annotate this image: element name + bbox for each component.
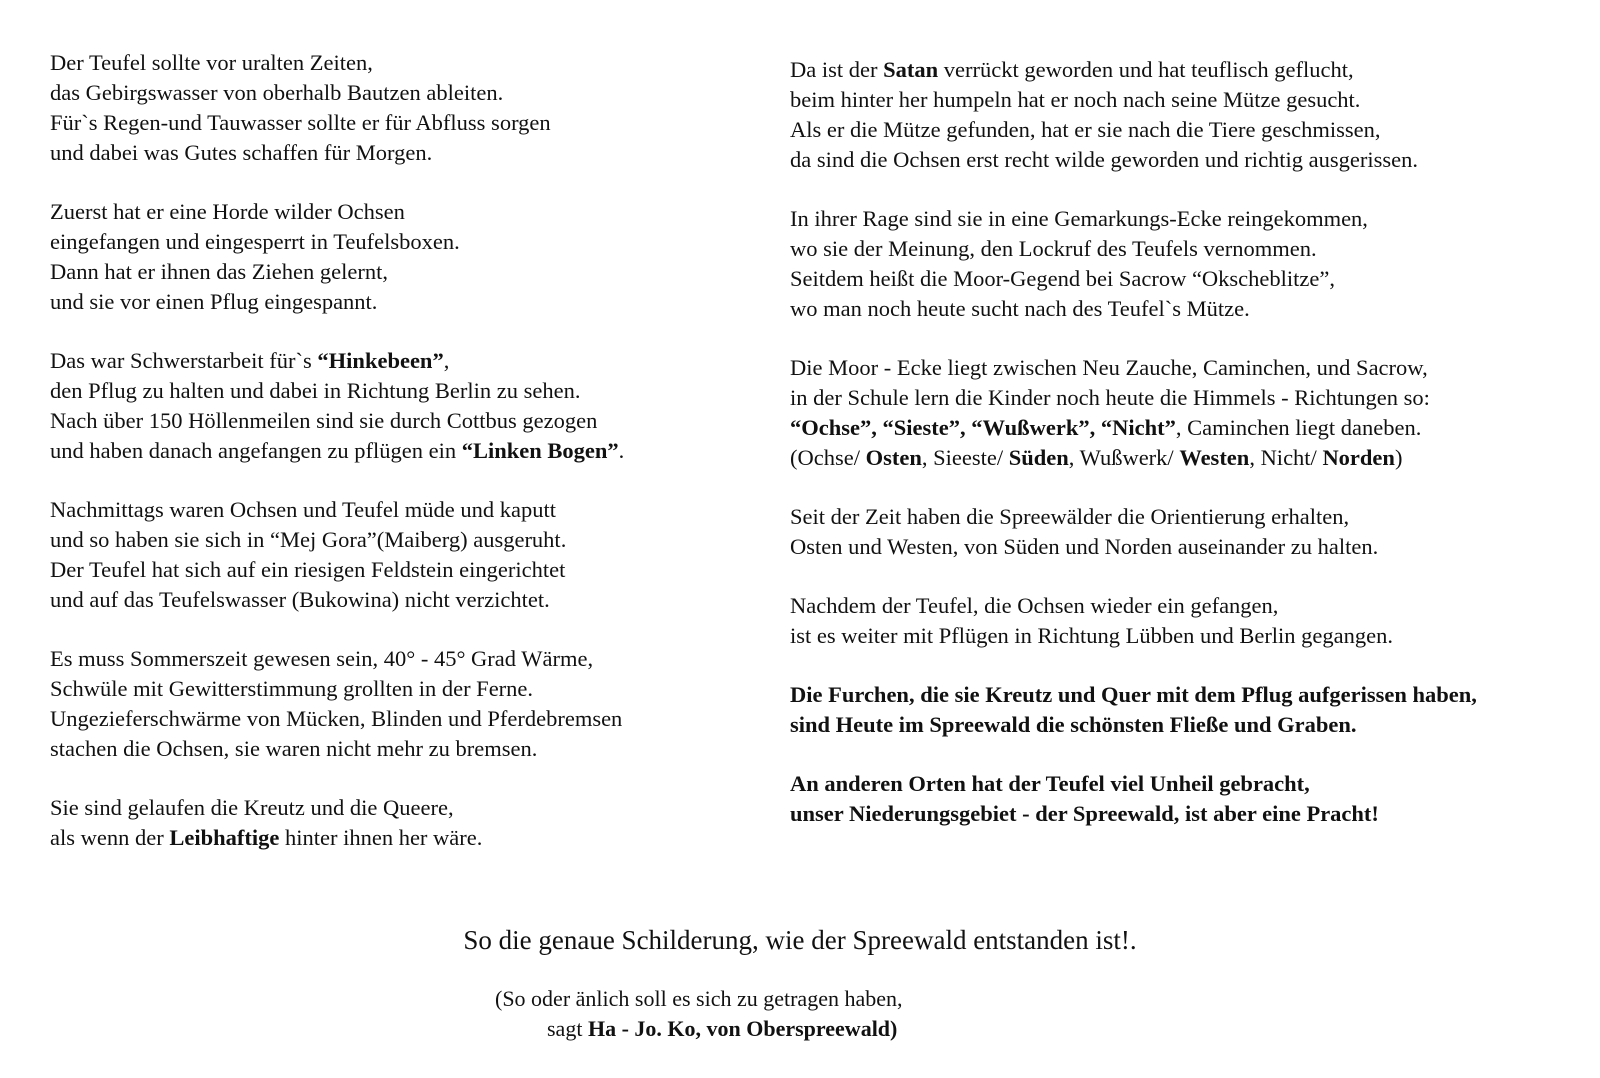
verse-text: Da ist der — [790, 57, 884, 82]
verse-line: und sie vor einen Pflug eingespannt. — [50, 289, 378, 314]
verse-line: Nachmittags waren Ochsen und Teufel müde und kaputt — [50, 497, 556, 522]
stanza — [50, 346, 750, 466]
verse-line — [790, 680, 1590, 710]
verse-line: ist es weiter mit Pflügen in Richtung Lübben und Berlin gegangen. — [790, 623, 1394, 648]
verse-line: Der Teufel hat sich auf ein riesigen Feldstein eingerichtet — [50, 557, 566, 582]
author-note — [495, 984, 902, 1044]
verse-bold-text: An anderen Orten hat der Teufel viel Unheil gebracht, — [790, 771, 1310, 796]
verse-line — [790, 799, 1590, 829]
verse-line: beim hinter her humpeln hat er noch nach seine Mütze gesucht. — [790, 87, 1361, 112]
right-poem-column — [790, 55, 1590, 858]
verse-text: , Caminchen liegt daneben. — [1175, 415, 1422, 440]
verse-bold-text: Satan — [883, 57, 939, 82]
verse-line — [790, 413, 1590, 443]
verse-line: stachen die Ochsen, sie waren nicht mehr zu bremsen. — [50, 736, 538, 761]
verse-line: und auf das Teufelswasser (Bukowina) nicht verzichtet. — [50, 587, 550, 612]
verse-line: In ihrer Rage sind sie in eine Gemarkungs-Ecke reingekommen, — [790, 206, 1368, 231]
verse-text: , Sieeste/ — [921, 445, 1009, 470]
verse-text: ) — [1394, 445, 1403, 470]
verse-line: Als er die Mütze gefunden, hat er sie nach die Tiere geschmissen, — [790, 117, 1381, 142]
verse-text: hinter ihnen her wäre. — [279, 825, 483, 850]
verse-line — [50, 823, 750, 853]
verse-line: eingefangen und eingesperrt in Teufelsboxen. — [50, 229, 460, 254]
verse-line: Seitdem heißt die Moor-Gegend bei Sacrow “Okscheblitze”, — [790, 266, 1335, 291]
stanza — [50, 495, 750, 615]
stanza — [790, 680, 1590, 740]
verse-text: (Ochse/ — [790, 445, 866, 470]
verse-text: , Wußwerk/ — [1068, 445, 1180, 470]
verse-line: in der Schule lern die Kinder noch heute die Himmels - Richtungen so: — [790, 385, 1430, 410]
verse-bold-text: “Hinkebeen” — [317, 348, 444, 373]
verse-text: , Nicht/ — [1249, 445, 1323, 470]
verse-line: Die Moor - Ecke liegt zwischen Neu Zauche, Caminchen, und Sacrow, — [790, 355, 1428, 380]
verse-line: Zuerst hat er eine Horde wilder Ochsen — [50, 199, 405, 224]
verse-bold-text: unser Niederungsgebiet - der Spreewald, ist aber eine Pracht! — [790, 801, 1379, 826]
verse-line — [790, 710, 1590, 740]
verse-line: Sie sind gelaufen die Kreutz und die Queere, — [50, 795, 454, 820]
verse-line: Schwüle mit Gewitterstimmung grollten in der Ferne. — [50, 676, 534, 701]
verse-line: Ungezieferschwärme von Mücken, Blinden und Pferdebremsen — [50, 706, 623, 731]
stanza — [790, 591, 1590, 651]
verse-bold-text: “Linken Bogen” — [461, 438, 619, 463]
stanza — [790, 769, 1590, 829]
verse-line — [790, 769, 1590, 799]
verse-bold-text: Die Furchen, die sie Kreutz und Quer mit dem Pflug aufgerissen haben, — [790, 682, 1477, 707]
verse-line: den Pflug zu halten und dabei in Richtung Berlin zu sehen. — [50, 378, 581, 403]
verse-line: das Gebirgswasser von oberhalb Bautzen ableiten. — [50, 80, 504, 105]
verse-bold-text: Süden — [1008, 445, 1069, 470]
stanza — [50, 644, 750, 764]
stanza — [790, 55, 1590, 175]
author-note-prefix: sagt — [547, 1016, 588, 1041]
verse-bold-text: Westen — [1179, 445, 1250, 470]
verse-line: wo sie der Meinung, den Lockruf des Teufels vernommen. — [790, 236, 1317, 261]
verse-line — [50, 346, 750, 376]
author-signature: Ha - Jo. Ko, von Oberspreewald) — [587, 1016, 898, 1041]
author-note-line-2 — [495, 1014, 902, 1044]
verse-bold-text: Leibhaftige — [169, 825, 280, 850]
verse-line: und dabei was Gutes schaffen für Morgen. — [50, 140, 433, 165]
stanza — [50, 197, 750, 317]
verse-bold-text: Osten — [865, 445, 922, 470]
verse-line: und so haben sie sich in “Mej Gora”(Maiberg) ausgeruht. — [50, 527, 567, 552]
verse-line — [790, 55, 1590, 85]
verse-line: da sind die Ochsen erst recht wilde geworden und richtig ausgerissen. — [790, 147, 1418, 172]
verse-line: Es muss Sommerszeit gewesen sein, 40° - 45° Grad Wärme, — [50, 646, 594, 671]
verse-text: , — [443, 348, 450, 373]
verse-text: als wenn der — [50, 825, 170, 850]
verse-line — [50, 436, 750, 466]
verse-bold-text: Norden — [1322, 445, 1395, 470]
verse-bold-text: “Ochse”, “Sieste”, “Wußwerk”, “Nicht” — [790, 415, 1176, 440]
left-poem-column — [50, 48, 750, 882]
verse-line: Für`s Regen-und Tauwasser sollte er für Abfluss sorgen — [50, 110, 551, 135]
verse-line: Nach über 150 Höllenmeilen sind sie durch Cottbus gezogen — [50, 408, 598, 433]
verse-bold-text: sind Heute im Spreewald die schönsten Fließe und Graben. — [790, 712, 1357, 737]
stanza — [50, 48, 750, 168]
closing-statement: So die genaue Schilderung, wie der Spreewald entstanden ist!. — [463, 925, 1137, 955]
stanza — [50, 793, 750, 853]
verse-line: wo man noch heute sucht nach des Teufel`s Mütze. — [790, 296, 1250, 321]
verse-line: Der Teufel sollte vor uralten Zeiten, — [50, 50, 373, 75]
verse-line: Seit der Zeit haben die Spreewälder die Orientierung erhalten, — [790, 504, 1350, 529]
author-note-line-1: (So oder änlich soll es sich zu getragen haben, — [495, 986, 903, 1011]
verse-text: verrückt geworden und hat teuflisch geflucht, — [938, 57, 1354, 82]
verse-line — [790, 443, 1590, 473]
stanza — [790, 204, 1590, 324]
verse-text: . — [618, 438, 625, 463]
verse-line: Nachdem der Teufel, die Ochsen wieder ein gefangen, — [790, 593, 1279, 618]
stanza — [790, 353, 1590, 473]
verse-text: Das war Schwerstarbeit für`s — [50, 348, 318, 373]
verse-text: und haben danach angefangen zu pflügen ein — [50, 438, 462, 463]
verse-line: Dann hat er ihnen das Ziehen gelernt, — [50, 259, 388, 284]
stanza — [790, 502, 1590, 562]
verse-line: Osten und Westen, von Süden und Norden auseinander zu halten. — [790, 534, 1379, 559]
